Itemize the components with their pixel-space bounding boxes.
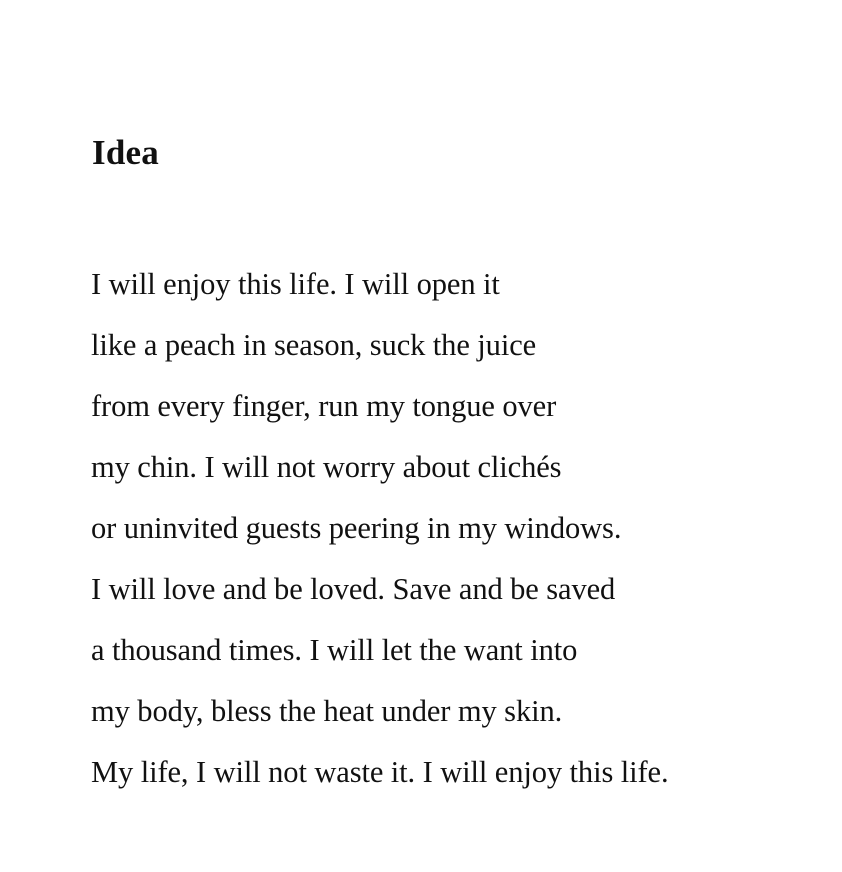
poem-body bbox=[91, 254, 669, 803]
poem-line: a thousand times. I will let the want into bbox=[91, 633, 578, 667]
poem-line: like a peach in season, suck the juice bbox=[91, 328, 537, 362]
poem-title: Idea bbox=[92, 133, 159, 172]
poem-line: My life, I will not waste it. I will enjoy this life. bbox=[91, 755, 669, 789]
poem-line: or uninvited guests peering in my windows. bbox=[91, 511, 622, 545]
poem-line: from every finger, run my tongue over bbox=[91, 389, 557, 423]
poem-line: I will love and be loved. Save and be saved bbox=[91, 572, 616, 606]
poem-line: I will enjoy this life. I will open it bbox=[91, 267, 500, 301]
poem-line: my body, bless the heat under my skin. bbox=[91, 694, 563, 728]
poem-line: my chin. I will not worry about clichés bbox=[91, 450, 562, 484]
